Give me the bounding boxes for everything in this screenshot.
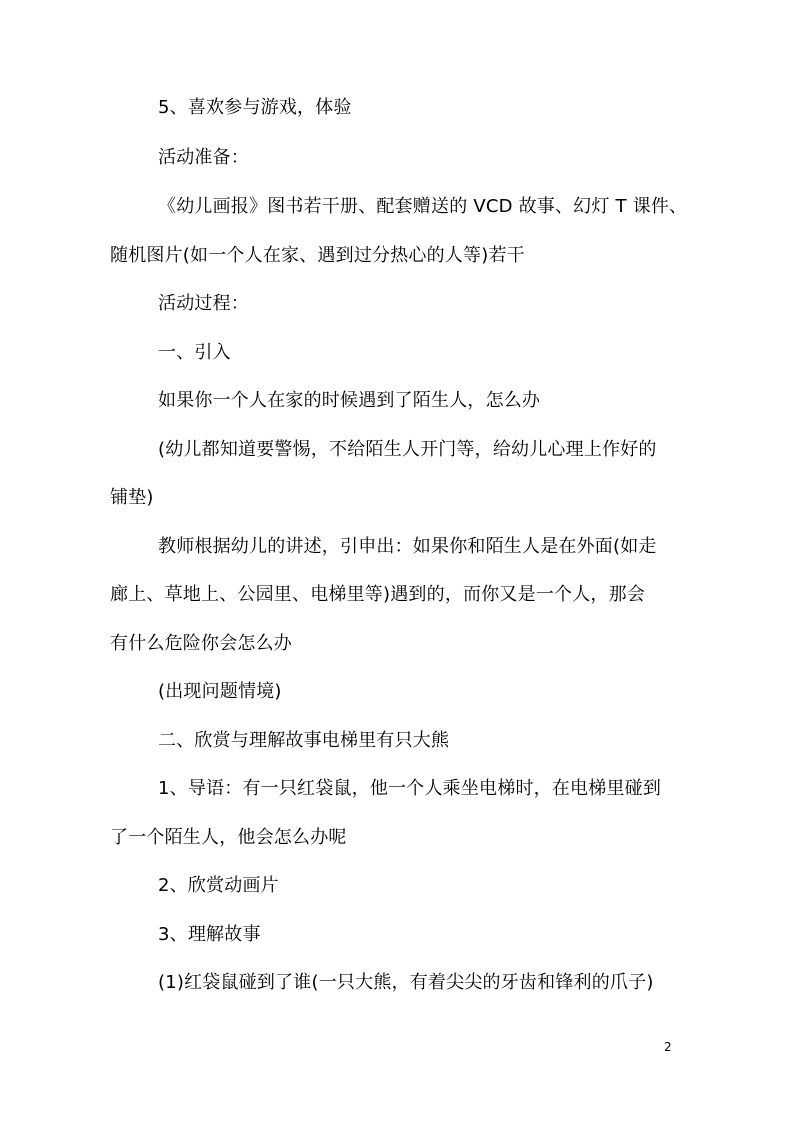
text-line: 有什么危险你会怎么办 [110, 633, 292, 654]
text-line: 随机图片(如一个人在家、遇到过分热心的人等)若干 [110, 245, 525, 266]
text-line: 二、欣赏与理解故事电梯里有只大熊 [158, 730, 450, 751]
text-line: (1)红袋鼠碰到了谁(一只大熊，有着尖尖的牙齿和锋利的爪子) [158, 972, 654, 993]
text-line: (幼儿都知道要警惕，不给陌生人开门等，给幼儿心理上作好的 [158, 439, 657, 460]
text-line: 一、引入 [158, 342, 231, 363]
text-line: 3、理解故事 [158, 924, 261, 945]
text-line: 5、喜欢参与游戏，体验 [158, 97, 352, 118]
text-line: 活动过程： [158, 293, 249, 314]
text-line: 活动准备： [158, 147, 249, 168]
text-line: 廊上、草地上、公园里、电梯里等)遇到的，而你又是一个人，那会 [110, 584, 646, 605]
page-number: 2 [664, 1040, 672, 1054]
text-line: 铺垫) [110, 487, 154, 508]
text-line: 1、导语：有一只红袋鼠，他一个人乘坐电梯时，在电梯里碰到 [158, 778, 662, 799]
text-line: 教师根据幼儿的讲述，引申出：如果你和陌生人是在外面(如走 [158, 536, 657, 557]
text-line: 《幼儿画报》图书若干册、配套赠送的 VCD 故事、幻灯 T 课件、 [158, 196, 688, 217]
text-line: 如果你一个人在家的时候遇到了陌生人，怎么办 [158, 390, 541, 411]
text-line: (出现问题情境) [158, 681, 282, 702]
text-line: 2、欣赏动画片 [158, 875, 279, 896]
text-line: 了一个陌生人，他会怎么办呢 [110, 827, 347, 848]
